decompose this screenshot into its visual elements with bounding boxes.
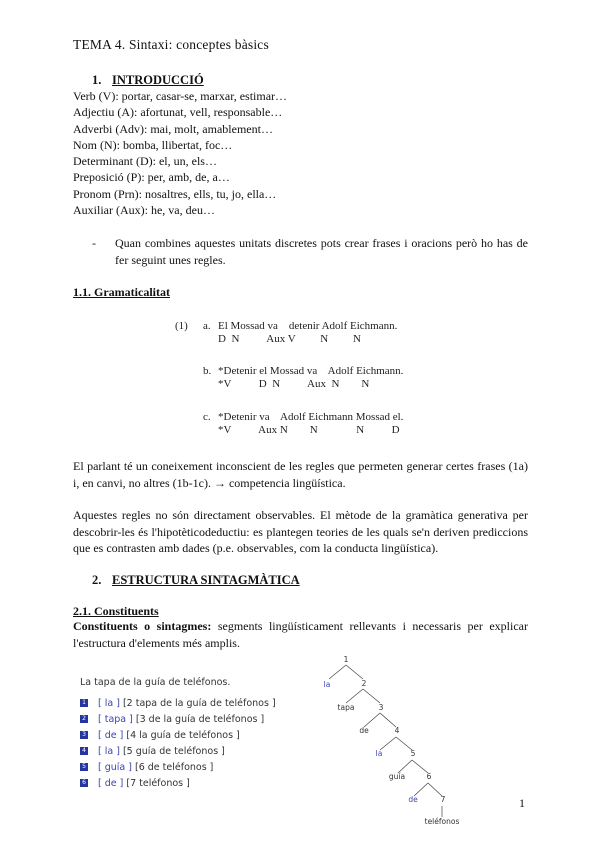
tree-node: 6 [426, 772, 432, 781]
figure-title: La tapa de la guía de teléfonos. [80, 677, 231, 688]
category-nom: Nom (N): bomba, llibertat, foc… [73, 137, 233, 152]
tree-branches [329, 665, 442, 817]
tree-node: 4 [394, 726, 400, 735]
page-number: 1 [519, 796, 525, 810]
tree-node: teléfonos [424, 817, 460, 826]
example-c-gloss: *V Aux N N N D [218, 424, 400, 436]
row-number: 1 [80, 699, 88, 707]
section-number: 1. [92, 73, 102, 87]
row-head: [ tapa ] [98, 713, 133, 725]
example-number: (1) [175, 320, 188, 332]
category-verb: Verb (V): portar, casar-se, marxar, estimar… [73, 89, 288, 103]
example-b-sentence: *Detenir el Mossad va Adolf Eichmann. [218, 365, 404, 377]
tree-node: 5 [410, 749, 416, 758]
row-rest: [2 tapa de la guía de teléfonos ] [122, 697, 276, 709]
category-pronom: Pronom (Prn): nosaltres, ells, tu, jo, ella… [73, 186, 277, 201]
row-head: [ de ] [98, 729, 124, 741]
category-auxiliar: Auxiliar (Aux): he, va, deu… [73, 203, 215, 218]
tree-node: 1 [343, 655, 349, 664]
paragraph-metode: Aquestes regles no són directament observables. El mètode de la gramàtica generativa per descobrir-les és l'hipotèticodeductiu: es plantegen teories de les quals se'n deriven prediccions que es contrasten amb dades (p.e. observables, com la conducta lingüística). [73, 508, 528, 555]
definition-term: Constituents o sintagmes: [73, 619, 212, 633]
row-head: [ de ] [98, 777, 124, 789]
tree-node: de [359, 726, 369, 735]
category-determinant: Determinant (D): el, un, els… [73, 154, 217, 169]
tree-node: guía [388, 772, 406, 781]
section-label: INTRODUCCIÓ [112, 73, 204, 87]
row-rest: [6 de teléfonos ] [135, 761, 214, 773]
tree-node: de [408, 795, 418, 804]
row-number: 3 [80, 731, 88, 739]
row-number: 4 [80, 747, 88, 755]
section-number: 2. [92, 573, 102, 587]
example-b-gloss: *V D N Aux N N [218, 378, 370, 390]
tree-node: 2 [361, 679, 367, 688]
section-label: ESTRUCTURA SINTAGMÀTICA [112, 573, 300, 587]
row-rest: [7 teléfonos ] [126, 777, 190, 789]
bullet-dash: - [92, 236, 96, 250]
example-c-label: c. [203, 411, 211, 423]
row-head: [ la ] [98, 697, 120, 709]
category-adverbi: Adverbi (Adv): mai, molt, amablement… [73, 121, 273, 136]
tree-node: la [323, 680, 331, 689]
paragraph-competencia: El parlant té un coneixement inconscient de les regles que permeten generar certes frases (1a) i, en canvi, no altres (1b-1c). → competencia lingüística. [73, 459, 528, 490]
definition-text: segments lingüísticament rellevants i necessaris per explicar l'estructura d'elements més amplis. [73, 619, 528, 650]
row-rest: [3 de la guía de teléfonos ] [135, 713, 265, 725]
example-a-label: a. [203, 320, 211, 332]
subsection-gramaticalitat: 1.1. Gramaticalitat [73, 285, 170, 299]
row-head: [ guía ] [98, 761, 132, 773]
subsection-constituents: 2.1. Constituents [73, 604, 159, 618]
tree-node: 3 [378, 703, 384, 712]
example-b-label: b. [203, 365, 212, 377]
row-rest: [5 guía de teléfonos ] [122, 745, 225, 757]
row-head: [ la ] [98, 745, 120, 757]
example-a-gloss: D N Aux V N N [218, 333, 361, 345]
tree-node: 7 [440, 795, 446, 804]
example-a-sentence: El Mossad va detenir Adolf Eichmann. [218, 320, 398, 332]
category-adjectiu: Adjectiu (A): afortunat, vell, responsable… [73, 105, 283, 120]
row-number: 2 [80, 715, 88, 723]
tree-node: tapa [337, 703, 355, 712]
category-preposicio: Preposició (P): per, amb, de, a… [73, 170, 230, 185]
row-rest: [4 la guía de teléfonos ] [126, 729, 240, 741]
page-title: TEMA 4. Sintaxi: conceptes bàsics [73, 37, 269, 52]
example-c-sentence: *Detenir va Adolf Eichmann Mossad el. [218, 411, 404, 423]
row-number: 6 [80, 779, 88, 787]
bullet-text: Quan combines aquestes unitats discretes pots crear frases i oracions però ho has de fer seguint unes regles. [115, 236, 528, 267]
row-number: 5 [80, 763, 88, 771]
tree-node: la [375, 749, 383, 758]
